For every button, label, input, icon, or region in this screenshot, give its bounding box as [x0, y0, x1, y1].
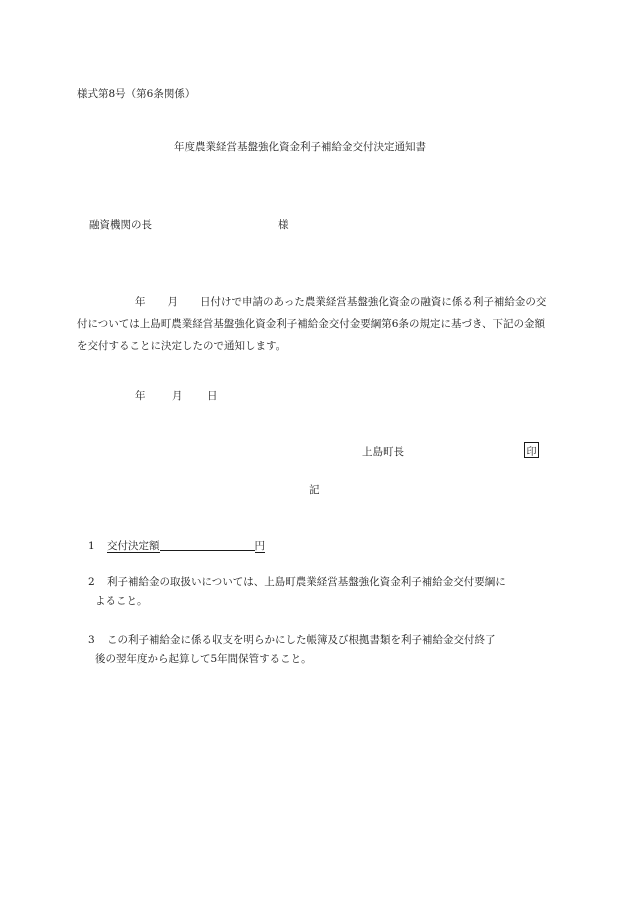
- issuer-title: 上島町長: [362, 446, 404, 458]
- form-number: 様式第8号（第6条関係）: [77, 88, 196, 100]
- item-2-line-2: よること。: [95, 595, 148, 607]
- item-3-line-2: 後の翌年度から起算して5年間保管すること。: [95, 653, 312, 665]
- seal-mark: 印: [524, 442, 539, 458]
- document-title: 年度農業経営基盤強化資金利子補給金交付決定通知書: [174, 141, 426, 153]
- item-1-label: 交付決定額: [107, 540, 160, 552]
- item-3-number: 3: [88, 634, 95, 646]
- item-1-number: 1: [88, 540, 95, 552]
- item-2-line-1: 利子補給金の取扱いについては、上島町農業経営基盤強化資金利子補給金交付要綱に: [107, 576, 506, 588]
- item-2-number: 2: [88, 576, 95, 588]
- intro-month: 月: [167, 296, 178, 308]
- date-year: 年: [135, 390, 146, 402]
- item-3-line-1: この利子補給金に係る収支を明らかにした帳簿及び根拠書類を利子補給金交付終了: [107, 634, 496, 646]
- intro-year: 年: [135, 296, 146, 308]
- date-month: 月: [172, 390, 183, 402]
- ki-heading: 記: [309, 484, 320, 496]
- addressee-honorific: 様: [278, 219, 289, 231]
- intro-text: 日付けで申請のあった農業経営基盤強化資金の融資に係る利子補給金の交付については上島町農業経営基盤強化資金利子補給金交付金要綱第6条の規定に基づき、下記の金額を交付することに決定したので通知します。: [77, 296, 547, 352]
- item-2: [88, 573, 558, 611]
- item-1-unit: 円: [254, 540, 265, 552]
- amount-blank: [160, 538, 255, 551]
- intro-paragraph: [77, 291, 555, 357]
- addressee-label: 融資機関の長: [89, 219, 152, 231]
- item-3: [88, 631, 558, 669]
- date-day: 日: [207, 390, 218, 402]
